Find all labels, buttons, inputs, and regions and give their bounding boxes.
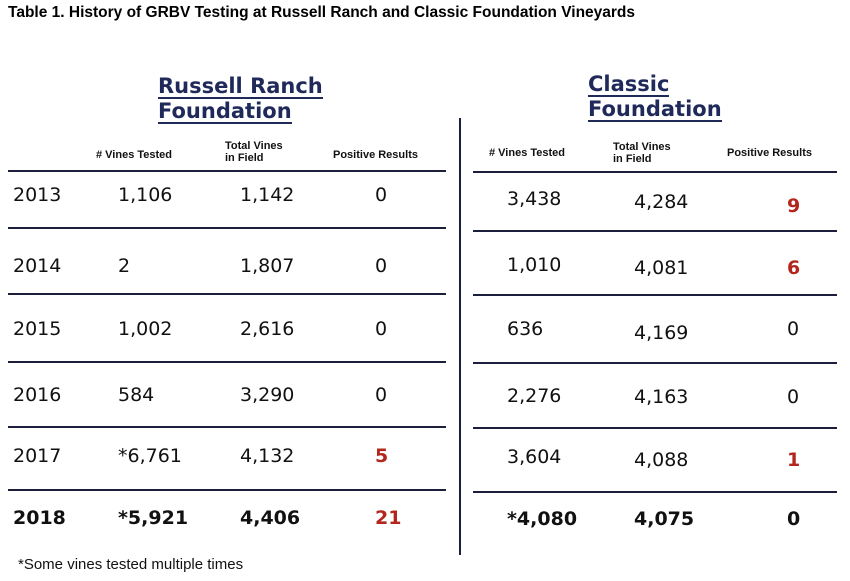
table-caption: Table 1. History of GRBV Testing at Russell Ranch and Classic Foundation Vineyards xyxy=(8,4,636,21)
row-6-rr-positive: 21 xyxy=(375,507,402,529)
cf-header-vines-tested: # Vines Tested xyxy=(489,147,566,159)
rule-row-1-right xyxy=(473,230,837,232)
row-3-rr-positive: 0 xyxy=(375,318,388,340)
row-4-rr-total-vines: 3,290 xyxy=(240,384,295,406)
row-5-cf-vines-tested: 3,604 xyxy=(507,446,562,468)
rule-row-5-left xyxy=(8,489,446,491)
row-6-year: 2018 xyxy=(13,507,66,529)
row-5-cf-total-vines: 4,088 xyxy=(634,449,689,471)
russell-ranch-title xyxy=(158,74,323,124)
row-2-cf-positive: 6 xyxy=(787,257,801,279)
rr-header-positive: Positive Results xyxy=(333,149,418,161)
rr-header-vines-tested: # Vines Tested xyxy=(96,149,173,161)
russell-ranch-title-line2: Foundation xyxy=(158,99,292,123)
rule-row-5-right xyxy=(473,491,837,493)
row-5-year: 2017 xyxy=(13,445,62,467)
row-5-cf-positive: 1 xyxy=(787,449,801,471)
row-2-rr-vines-tested: 2 xyxy=(118,255,131,277)
row-3-year: 2015 xyxy=(13,318,62,340)
row-6-cf-total-vines: 4,075 xyxy=(634,508,695,530)
row-2-cf-total-vines: 4,081 xyxy=(634,257,689,279)
row-4-cf-vines-tested: 2,276 xyxy=(507,385,562,407)
cf-header-positive: Positive Results xyxy=(727,147,812,159)
row-4-year: 2016 xyxy=(13,384,62,406)
classic-foundation-title-line2: Foundation xyxy=(588,97,722,121)
row-5-rr-positive: 5 xyxy=(375,445,389,467)
rule-row-3-right xyxy=(473,362,837,364)
row-1-rr-vines-tested: 1,106 xyxy=(118,184,173,206)
row-1-year: 2013 xyxy=(13,184,62,206)
rule-header-left xyxy=(8,170,446,172)
rule-header-right xyxy=(473,171,837,173)
row-3-cf-positive: 0 xyxy=(787,318,800,340)
row-3-rr-total-vines: 2,616 xyxy=(240,318,295,340)
row-5-rr-vines-tested: *6,761 xyxy=(118,445,182,467)
rule-row-1-left xyxy=(8,227,446,229)
russell-ranch-title-line1: Russell Ranch xyxy=(158,74,323,98)
row-3-rr-vines-tested: 1,002 xyxy=(118,318,173,340)
row-3-cf-vines-tested: 636 xyxy=(507,318,544,340)
row-6-rr-vines-tested: *5,921 xyxy=(118,507,189,529)
row-4-cf-total-vines: 4,163 xyxy=(634,386,689,408)
classic-foundation-title xyxy=(588,72,722,122)
row-4-rr-positive: 0 xyxy=(375,384,388,406)
row-5-rr-total-vines: 4,132 xyxy=(240,445,295,467)
table-divider xyxy=(459,118,461,555)
rule-row-2-left xyxy=(8,293,446,295)
row-3-cf-total-vines: 4,169 xyxy=(634,322,689,344)
rule-row-4-right xyxy=(473,427,837,429)
row-4-rr-vines-tested: 584 xyxy=(118,384,155,406)
cf-header-total-vines: Total Vines in Field xyxy=(613,141,671,165)
row-6-cf-positive: 0 xyxy=(787,508,801,530)
row-1-rr-positive: 0 xyxy=(375,184,388,206)
classic-foundation-title-line1: Classic xyxy=(588,72,670,96)
row-6-rr-total-vines: 4,406 xyxy=(240,507,301,529)
row-1-cf-positive: 9 xyxy=(787,195,801,217)
rr-header-total-vines: Total Vines in Field xyxy=(225,140,283,164)
row-1-cf-vines-tested: 3,438 xyxy=(507,188,562,210)
row-2-rr-total-vines: 1,807 xyxy=(240,255,295,277)
row-2-rr-positive: 0 xyxy=(375,255,388,277)
footnote: *Some vines tested multiple times xyxy=(18,556,244,573)
rule-row-4-left xyxy=(8,426,446,428)
row-1-cf-total-vines: 4,284 xyxy=(634,191,689,213)
rule-row-3-left xyxy=(8,361,446,363)
row-6-cf-vines-tested: *4,080 xyxy=(507,508,578,530)
row-2-cf-vines-tested: 1,010 xyxy=(507,254,562,276)
row-1-rr-total-vines: 1,142 xyxy=(240,184,295,206)
rule-row-2-right xyxy=(473,294,837,296)
row-4-cf-positive: 0 xyxy=(787,386,800,408)
row-2-year: 2014 xyxy=(13,255,62,277)
